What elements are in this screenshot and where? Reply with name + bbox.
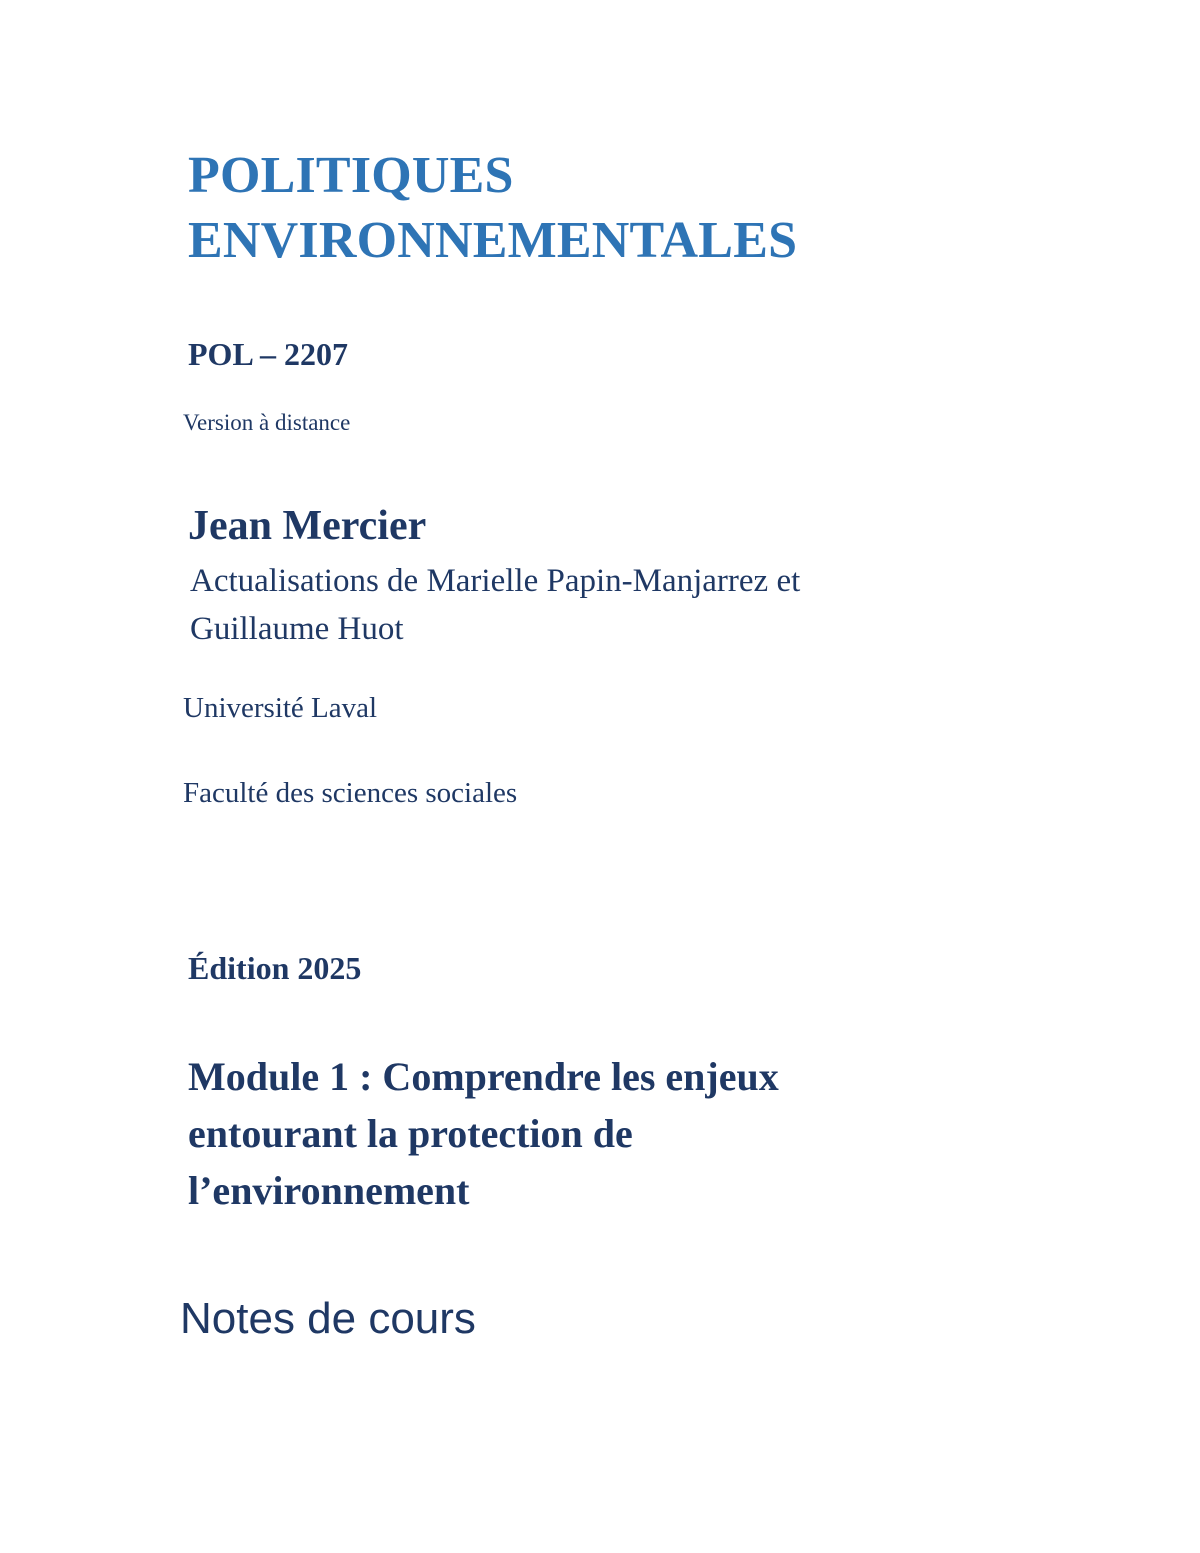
document-title-line-2: ENVIRONNEMENTALES <box>188 212 798 269</box>
author-name: Jean Mercier <box>188 503 427 549</box>
university-name: Université Laval <box>183 692 378 724</box>
updates-credit-line-2: Guillaume Huot <box>190 611 404 647</box>
module-title-line-1: Module 1 : Comprendre les enjeux <box>188 1054 779 1099</box>
notes-label: Notes de cours <box>180 1294 476 1343</box>
module-title-line-2: entourant la protection de <box>188 1111 633 1156</box>
course-code: POL – 2207 <box>188 336 349 372</box>
module-title-line-3: l’environnement <box>188 1168 470 1213</box>
faculty-name: Faculté des sciences sociales <box>183 777 518 809</box>
updates-credit-line-1: Actualisations de Marielle Papin-Manjarrez et <box>190 563 801 599</box>
document-title-line-1: POLITIQUES <box>188 147 514 204</box>
edition-label: Édition 2025 <box>188 950 362 986</box>
version-label: Version à distance <box>183 410 351 435</box>
